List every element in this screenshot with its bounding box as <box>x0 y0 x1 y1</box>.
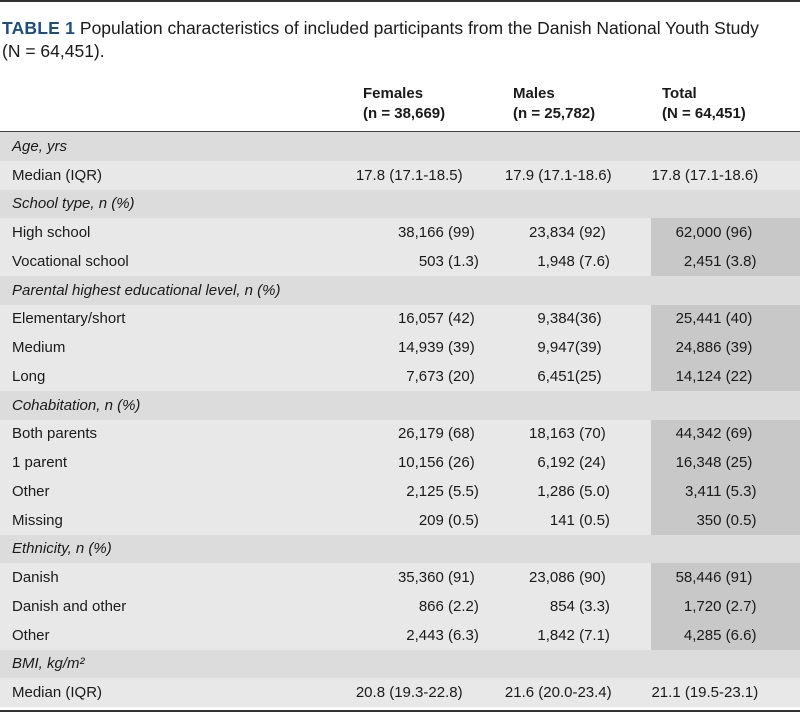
cell-total-value <box>651 477 800 506</box>
cell-total-value <box>651 448 800 477</box>
cell-males-value <box>505 563 652 592</box>
cell-females-value <box>356 621 505 650</box>
total-value-percent: (40) <box>721 310 753 328</box>
females-value-count: 16,057 <box>397 310 444 328</box>
cell-males-value <box>505 592 652 621</box>
females-value-percent: (68) <box>443 425 475 443</box>
males-value-count: 6,192 <box>537 454 575 472</box>
cell-males-value <box>505 247 652 276</box>
females-value-percent: (42) <box>443 310 475 328</box>
total-value-percent: (69) <box>721 425 753 443</box>
females-value-count: 209 <box>418 511 444 529</box>
row-label: Medium <box>0 333 356 362</box>
total-value-count: 4,285 <box>683 626 722 644</box>
row-label: Missing <box>0 506 356 535</box>
males-value-count: 23,086 <box>529 569 575 587</box>
cell-females-value <box>356 247 505 276</box>
row-label: 1 parent <box>0 448 356 477</box>
cell-females-value <box>356 563 505 592</box>
total-value-count: 58,446 <box>675 569 722 587</box>
cell-total-value <box>651 362 800 391</box>
total-value-percent: (39) <box>721 339 753 357</box>
males-value-percent: (7.1) <box>574 626 610 644</box>
females-value-count: 26,179 <box>397 425 444 443</box>
cell-females-value <box>356 448 505 477</box>
table-row <box>0 506 800 535</box>
section-row <box>0 132 800 161</box>
row-label: Vocational school <box>0 247 356 276</box>
cell-total-value <box>651 247 800 276</box>
males-value-count: 854 <box>549 597 575 615</box>
row-label: Both parents <box>0 420 356 449</box>
table-caption-text: Population characteristics of included participants from the Danish National Youth Study (N = 64,451). <box>2 18 759 61</box>
cell-males-value: 17.9 (17.1-18.6) <box>505 161 652 190</box>
section-row <box>0 276 800 305</box>
row-label: Other <box>0 621 356 650</box>
row-label: Other <box>0 477 356 506</box>
table-row <box>0 477 800 506</box>
cell-females-value <box>356 592 505 621</box>
top-rule <box>0 0 800 2</box>
males-value-count: 9,384 <box>537 310 575 328</box>
females-value-count: 35,360 <box>397 569 444 587</box>
males-value-count: 1,948 <box>537 252 575 270</box>
table-rows <box>0 132 800 707</box>
table-row <box>0 592 800 621</box>
table-row <box>0 678 800 707</box>
cell-females-value <box>356 305 505 334</box>
total-value-percent: (96) <box>721 224 753 242</box>
females-value-count: 10,156 <box>397 454 444 472</box>
males-value-count: 1,842 <box>537 626 575 644</box>
total-value-count: 24,886 <box>675 339 722 357</box>
males-value-count: 23,834 <box>529 224 575 242</box>
females-value-percent: (20) <box>443 367 475 385</box>
table-row <box>0 333 800 362</box>
males-value-percent: (7.6) <box>574 252 610 270</box>
total-value-count: 25,441 <box>675 310 722 328</box>
column-header-total <box>662 84 746 124</box>
males-value-percent: (39) <box>574 339 602 357</box>
females-value-count: 2,125 <box>406 482 444 500</box>
males-value-percent: (24) <box>574 454 606 472</box>
males-value-percent: (25) <box>574 367 602 385</box>
row-label: Danish <box>0 563 356 592</box>
total-value-count: 1,720 <box>683 597 722 615</box>
total-value-count: 62,000 <box>675 224 722 242</box>
females-value-count: 866 <box>418 597 444 615</box>
males-value-percent: (0.5) <box>574 511 610 529</box>
cell-females-value <box>356 420 505 449</box>
males-value-percent: (92) <box>574 224 606 242</box>
section-row <box>0 391 800 420</box>
cell-males-value <box>505 333 652 362</box>
table-row <box>0 448 800 477</box>
column-count: (n = 38,669) <box>363 105 446 122</box>
cell-females-value <box>356 362 505 391</box>
row-label: High school <box>0 218 356 247</box>
total-value-count: 350 <box>696 511 722 529</box>
cell-males-value <box>505 477 652 506</box>
total-value-percent: (25) <box>721 454 753 472</box>
table-row <box>0 362 800 391</box>
cell-females-value <box>356 333 505 362</box>
cell-females-value: 20.8 (19.3-22.8) <box>356 678 505 707</box>
table-row <box>0 621 800 650</box>
cell-males-value <box>505 305 652 334</box>
total-value-count: 3,411 <box>685 482 722 500</box>
males-value-percent: (3.3) <box>574 597 610 615</box>
cell-females-value <box>356 506 505 535</box>
cell-males-value <box>505 218 652 247</box>
total-value-count: 44,342 <box>675 425 722 443</box>
row-label: Long <box>0 362 356 391</box>
cell-females-value: 17.8 (17.1-18.5) <box>356 161 505 190</box>
females-value-percent: (2.2) <box>443 597 479 615</box>
females-value-count: 38,166 <box>397 224 444 242</box>
cell-males-value: 21.6 (20.0-23.4) <box>505 678 652 707</box>
total-value-percent: (5.3) <box>721 482 757 500</box>
column-name: Males <box>513 85 555 102</box>
section-title: Parental highest educational level, n (%) <box>0 276 800 305</box>
table-row <box>0 218 800 247</box>
section-title: School type, n (%) <box>0 190 800 219</box>
cell-females-value <box>356 218 505 247</box>
females-value-percent: (99) <box>443 224 475 242</box>
section-title: BMI, kg/m² <box>0 650 800 679</box>
row-label: Median (IQR) <box>0 678 356 707</box>
row-label: Danish and other <box>0 592 356 621</box>
cell-total-value <box>651 333 800 362</box>
females-value-count: 503 <box>418 252 444 270</box>
table-row <box>0 420 800 449</box>
males-value-count: 18,163 <box>529 425 575 443</box>
females-value-count: 2,443 <box>406 626 444 644</box>
cell-males-value <box>505 362 652 391</box>
section-title: Ethnicity, n (%) <box>0 535 800 564</box>
cell-total-value <box>651 506 800 535</box>
males-value-count: 9,947 <box>537 339 575 357</box>
section-row <box>0 190 800 219</box>
total-value-percent: (0.5) <box>721 511 757 529</box>
cell-total-value <box>651 420 800 449</box>
table-row <box>0 563 800 592</box>
cell-total-value: 21.1 (19.5-23.1) <box>651 678 800 707</box>
table-row <box>0 161 800 190</box>
females-value-percent: (6.3) <box>443 626 479 644</box>
females-value-percent: (91) <box>443 569 475 587</box>
column-header-males <box>513 84 595 124</box>
females-value-percent: (1.3) <box>443 252 479 270</box>
cell-total-value <box>651 592 800 621</box>
table-row <box>0 247 800 276</box>
table-row <box>0 305 800 334</box>
section-title: Age, yrs <box>0 132 800 161</box>
bottom-rule <box>0 710 800 712</box>
row-label: Elementary/short <box>0 305 356 334</box>
total-value-count: 16,348 <box>675 454 722 472</box>
section-title: Cohabitation, n (%) <box>0 391 800 420</box>
cell-total-value: 17.8 (17.1-18.6) <box>651 161 800 190</box>
section-row <box>0 535 800 564</box>
total-value-count: 14,124 <box>675 367 722 385</box>
column-count: (N = 64,451) <box>662 105 746 122</box>
females-value-percent: (0.5) <box>443 511 479 529</box>
cell-males-value <box>505 506 652 535</box>
females-value-percent: (5.5) <box>443 482 479 500</box>
males-value-count: 6,451 <box>537 367 575 385</box>
males-value-percent: (90) <box>574 569 606 587</box>
cell-total-value <box>651 563 800 592</box>
males-value-percent: (5.0) <box>574 482 610 500</box>
column-name: Total <box>662 85 697 102</box>
cell-males-value <box>505 448 652 477</box>
column-header-females <box>363 84 445 124</box>
cell-males-value <box>505 621 652 650</box>
females-value-count: 7,673 <box>406 367 444 385</box>
table-label: TABLE 1 <box>2 18 76 38</box>
total-value-percent: (3.8) <box>721 252 757 270</box>
cell-total-value <box>651 305 800 334</box>
males-value-count: 141 <box>549 511 575 529</box>
column-count: (n = 25,782) <box>513 105 596 122</box>
total-value-percent: (2.7) <box>721 597 757 615</box>
total-value-percent: (6.6) <box>721 626 757 644</box>
males-value-percent: (36) <box>574 310 602 328</box>
males-value-percent: (70) <box>574 425 606 443</box>
females-value-percent: (39) <box>443 339 475 357</box>
females-value-count: 14,939 <box>397 339 444 357</box>
total-value-count: 2,451 <box>683 252 722 270</box>
females-value-percent: (26) <box>443 454 475 472</box>
total-value-percent: (91) <box>721 569 753 587</box>
table-body <box>0 132 800 707</box>
section-row <box>0 650 800 679</box>
cell-males-value <box>505 420 652 449</box>
males-value-count: 1,286 <box>537 482 575 500</box>
column-name: Females <box>363 85 424 102</box>
row-label: Median (IQR) <box>0 161 356 190</box>
total-value-percent: (22) <box>721 367 753 385</box>
cell-total-value <box>651 621 800 650</box>
table-header <box>0 84 800 131</box>
table-caption <box>2 17 762 63</box>
cell-females-value <box>356 477 505 506</box>
cell-total-value <box>651 218 800 247</box>
